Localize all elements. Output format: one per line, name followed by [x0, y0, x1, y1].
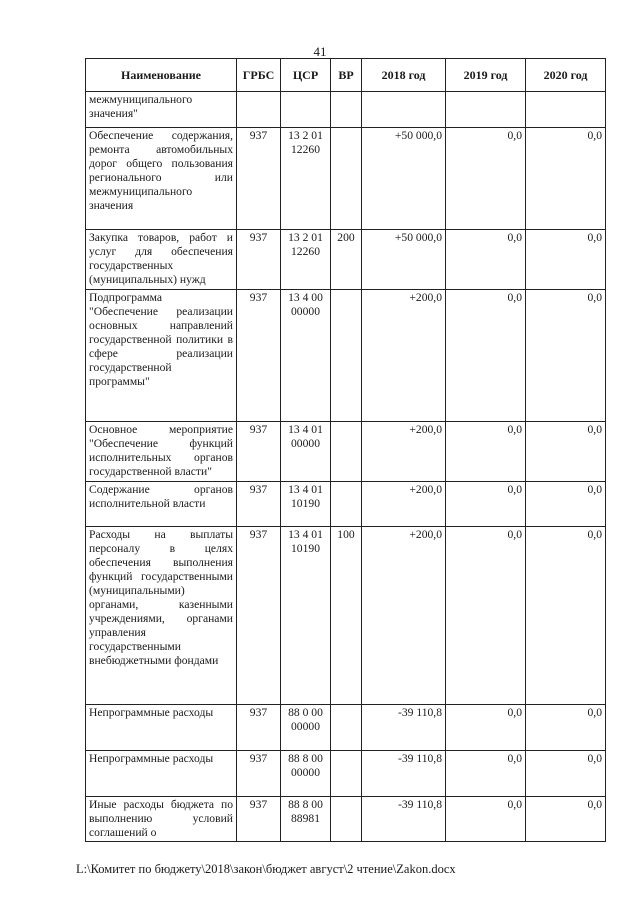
row-2018: +200,0 — [362, 527, 446, 705]
row-2020: 0,0 — [526, 527, 606, 705]
row-name: Обеспечение содержания, ремонта автомобильных дорог общего пользования регионального или межмуниципального значения — [86, 128, 237, 230]
row-name: Расходы на выплаты персоналу в целях обеспечения выполнения функций государственными (муниципальными) органами, казенными учреждениями, органами управления государственными внебюджетными фондами — [86, 527, 237, 705]
table-row — [86, 92, 606, 128]
row-2018: -39 110,8 — [362, 705, 446, 751]
row-2019 — [446, 92, 526, 128]
row-2019: 0,0 — [446, 482, 526, 527]
row-2020: 0,0 — [526, 422, 606, 482]
table-row — [86, 422, 606, 482]
table-row — [86, 705, 606, 751]
row-name: Подпрограмма "Обеспечение реализации основных направлений государственной политики в сфере реализации государственной программы" — [86, 290, 237, 422]
footer-file-path: L:\Комитет по бюджету\2018\закон\бюджет август\2 чтение\Zakon.docx — [76, 862, 456, 876]
row-grbs: 937 — [237, 128, 281, 230]
row-grbs — [237, 92, 281, 128]
row-grbs: 937 — [237, 527, 281, 705]
header-csr: ЦСР — [281, 59, 331, 92]
row-2019: 0,0 — [446, 422, 526, 482]
row-grbs: 937 — [237, 751, 281, 797]
row-vr: 100 — [331, 527, 362, 705]
row-2018: +200,0 — [362, 290, 446, 422]
row-vr — [331, 705, 362, 751]
row-name: Непрограммные расходы — [86, 751, 237, 797]
row-grbs: 937 — [237, 230, 281, 290]
table-row — [86, 230, 606, 290]
row-vr — [331, 92, 362, 128]
row-2020: 0,0 — [526, 797, 606, 842]
row-2018: +50 000,0 — [362, 128, 446, 230]
row-vr — [331, 128, 362, 230]
row-csr: 13 4 00 00000 — [281, 290, 331, 422]
row-csr: 13 2 01 12260 — [281, 230, 331, 290]
table-row — [86, 290, 606, 422]
row-2018: +50 000,0 — [362, 230, 446, 290]
row-csr: 13 4 01 00000 — [281, 422, 331, 482]
row-name: Иные расходы бюджета по выполнению условий соглашений о — [86, 797, 237, 842]
table-row — [86, 527, 606, 705]
row-vr: 200 — [331, 230, 362, 290]
header-name: Наименование — [86, 59, 237, 92]
row-name: межмуниципального значения" — [86, 92, 237, 128]
row-csr: 88 0 00 00000 — [281, 705, 331, 751]
row-2020 — [526, 92, 606, 128]
table-header-row — [86, 59, 606, 92]
row-name: Закупка товаров, работ и услуг для обеспечения государственных (муниципальных) нужд — [86, 230, 237, 290]
table-row — [86, 128, 606, 230]
header-grbs: ГРБС — [237, 59, 281, 92]
row-vr — [331, 482, 362, 527]
row-2018: +200,0 — [362, 482, 446, 527]
row-csr: 13 4 01 10190 — [281, 482, 331, 527]
row-csr: 13 2 01 12260 — [281, 128, 331, 230]
row-2020: 0,0 — [526, 705, 606, 751]
header-2019: 2019 год — [446, 59, 526, 92]
row-grbs: 937 — [237, 422, 281, 482]
row-name: Непрограммные расходы — [86, 705, 237, 751]
row-vr — [331, 797, 362, 842]
table-row — [86, 482, 606, 527]
budget-table — [85, 58, 606, 842]
row-csr: 88 8 00 00000 — [281, 751, 331, 797]
header-vr: ВР — [331, 59, 362, 92]
row-name: Основное мероприятие "Обеспечение функций исполнительных органов государственной власти" — [86, 422, 237, 482]
row-2019: 0,0 — [446, 705, 526, 751]
header-2018: 2018 год — [362, 59, 446, 92]
row-2020: 0,0 — [526, 290, 606, 422]
row-2019: 0,0 — [446, 797, 526, 842]
table-row — [86, 797, 606, 842]
row-2020: 0,0 — [526, 751, 606, 797]
page-number: 41 — [313, 44, 327, 59]
row-csr — [281, 92, 331, 128]
row-2020: 0,0 — [526, 128, 606, 230]
row-vr — [331, 290, 362, 422]
row-csr: 88 8 00 88981 — [281, 797, 331, 842]
row-2019: 0,0 — [446, 751, 526, 797]
row-2018: +200,0 — [362, 422, 446, 482]
row-2019: 0,0 — [446, 527, 526, 705]
row-2019: 0,0 — [446, 290, 526, 422]
row-grbs: 937 — [237, 482, 281, 527]
row-2018 — [362, 92, 446, 128]
row-2020: 0,0 — [526, 230, 606, 290]
row-2018: -39 110,8 — [362, 751, 446, 797]
row-vr — [331, 422, 362, 482]
row-name: Содержание органов исполнительной власти — [86, 482, 237, 527]
row-2019: 0,0 — [446, 230, 526, 290]
row-grbs: 937 — [237, 705, 281, 751]
row-2018: -39 110,8 — [362, 797, 446, 842]
header-2020: 2020 год — [526, 59, 606, 92]
row-csr: 13 4 01 10190 — [281, 527, 331, 705]
row-grbs: 937 — [237, 797, 281, 842]
row-grbs: 937 — [237, 290, 281, 422]
row-vr — [331, 751, 362, 797]
table-row — [86, 751, 606, 797]
row-2019: 0,0 — [446, 128, 526, 230]
row-2020: 0,0 — [526, 482, 606, 527]
